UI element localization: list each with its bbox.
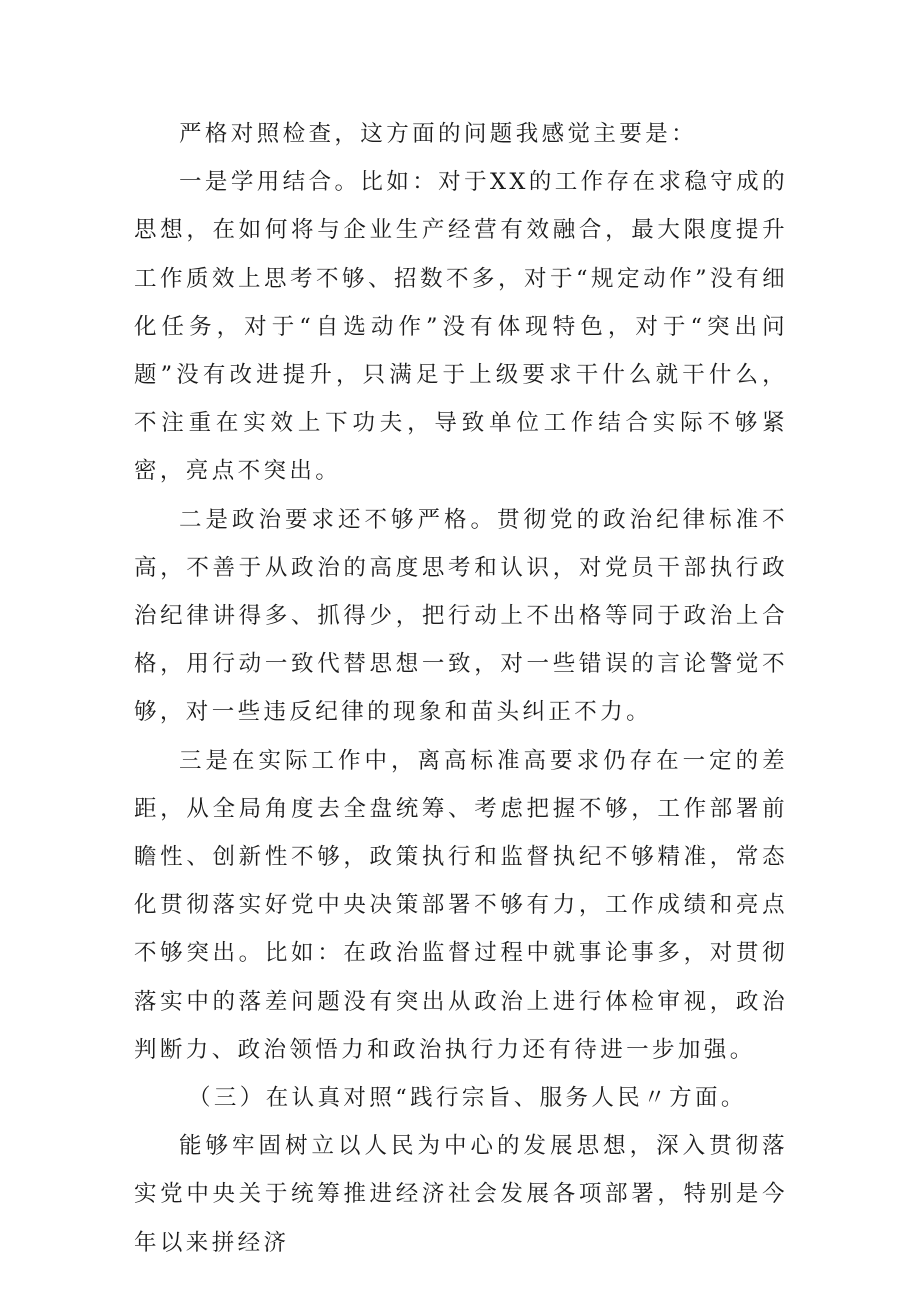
section-heading-three: （三）在认真对照“践行宗旨、服务人民〃方面。 [188,1085,747,1112]
paragraph-point-three: 三是在实际工作中，离高标准高要求仍存在一定的差距，从全局角度去全盘统筹、考虑把握不够，工作部署前瞻性、创新性不够，政策执行和监督执纪不够精准，常态化贯彻落实好党中央决策部署不够有力，工作成绩和亮点不够突出。比如：在政治监督过程中就事论事多，对贯彻落实中的落差问题没有突出从政治上进行体检审视，政治判断力、政治领悟力和政治执行力还有待进一步加强。 [134,747,788,1063]
paragraph-section-three-body: 能够牢固树立以人民为中心的发展思想，深入贯彻落实党中央关于统筹推进经济社会发展各项部署，特别是今年以来拼经济 [134,1133,788,1256]
paragraph-intro: 严格对照检查，这方面的问题我感觉主要是： [179,121,698,147]
paragraph-point-two: 二是政治要求还不够严格。贯彻党的政治纪律标准不高，不善于从政治的高度思考和认识，对党员干部执行政治纪律讲得多、抓得少，把行动上不出格等同于政治上合格，用行动一致代替思想一致，对一些错误的言论警觉不够，对一些违反纪律的现象和苗头纠正不力。 [134,506,788,726]
paragraph-point-one: 一是学用结合。比如：对于XX的工作存在求稳守成的思想，在如何将与企业生产经营有效融合，最大限度提升工作质效上思考不够、招数不多，对于“规定动作”没有细化任务，对于“自选动作”没有体现特色，对于“突出问题”没有改进提升，只满足于上级要求干什么就干什么，不注重在实效上下功夫，导致单位工作结合实际不够紧密，亮点不突出。 [134,169,788,485]
